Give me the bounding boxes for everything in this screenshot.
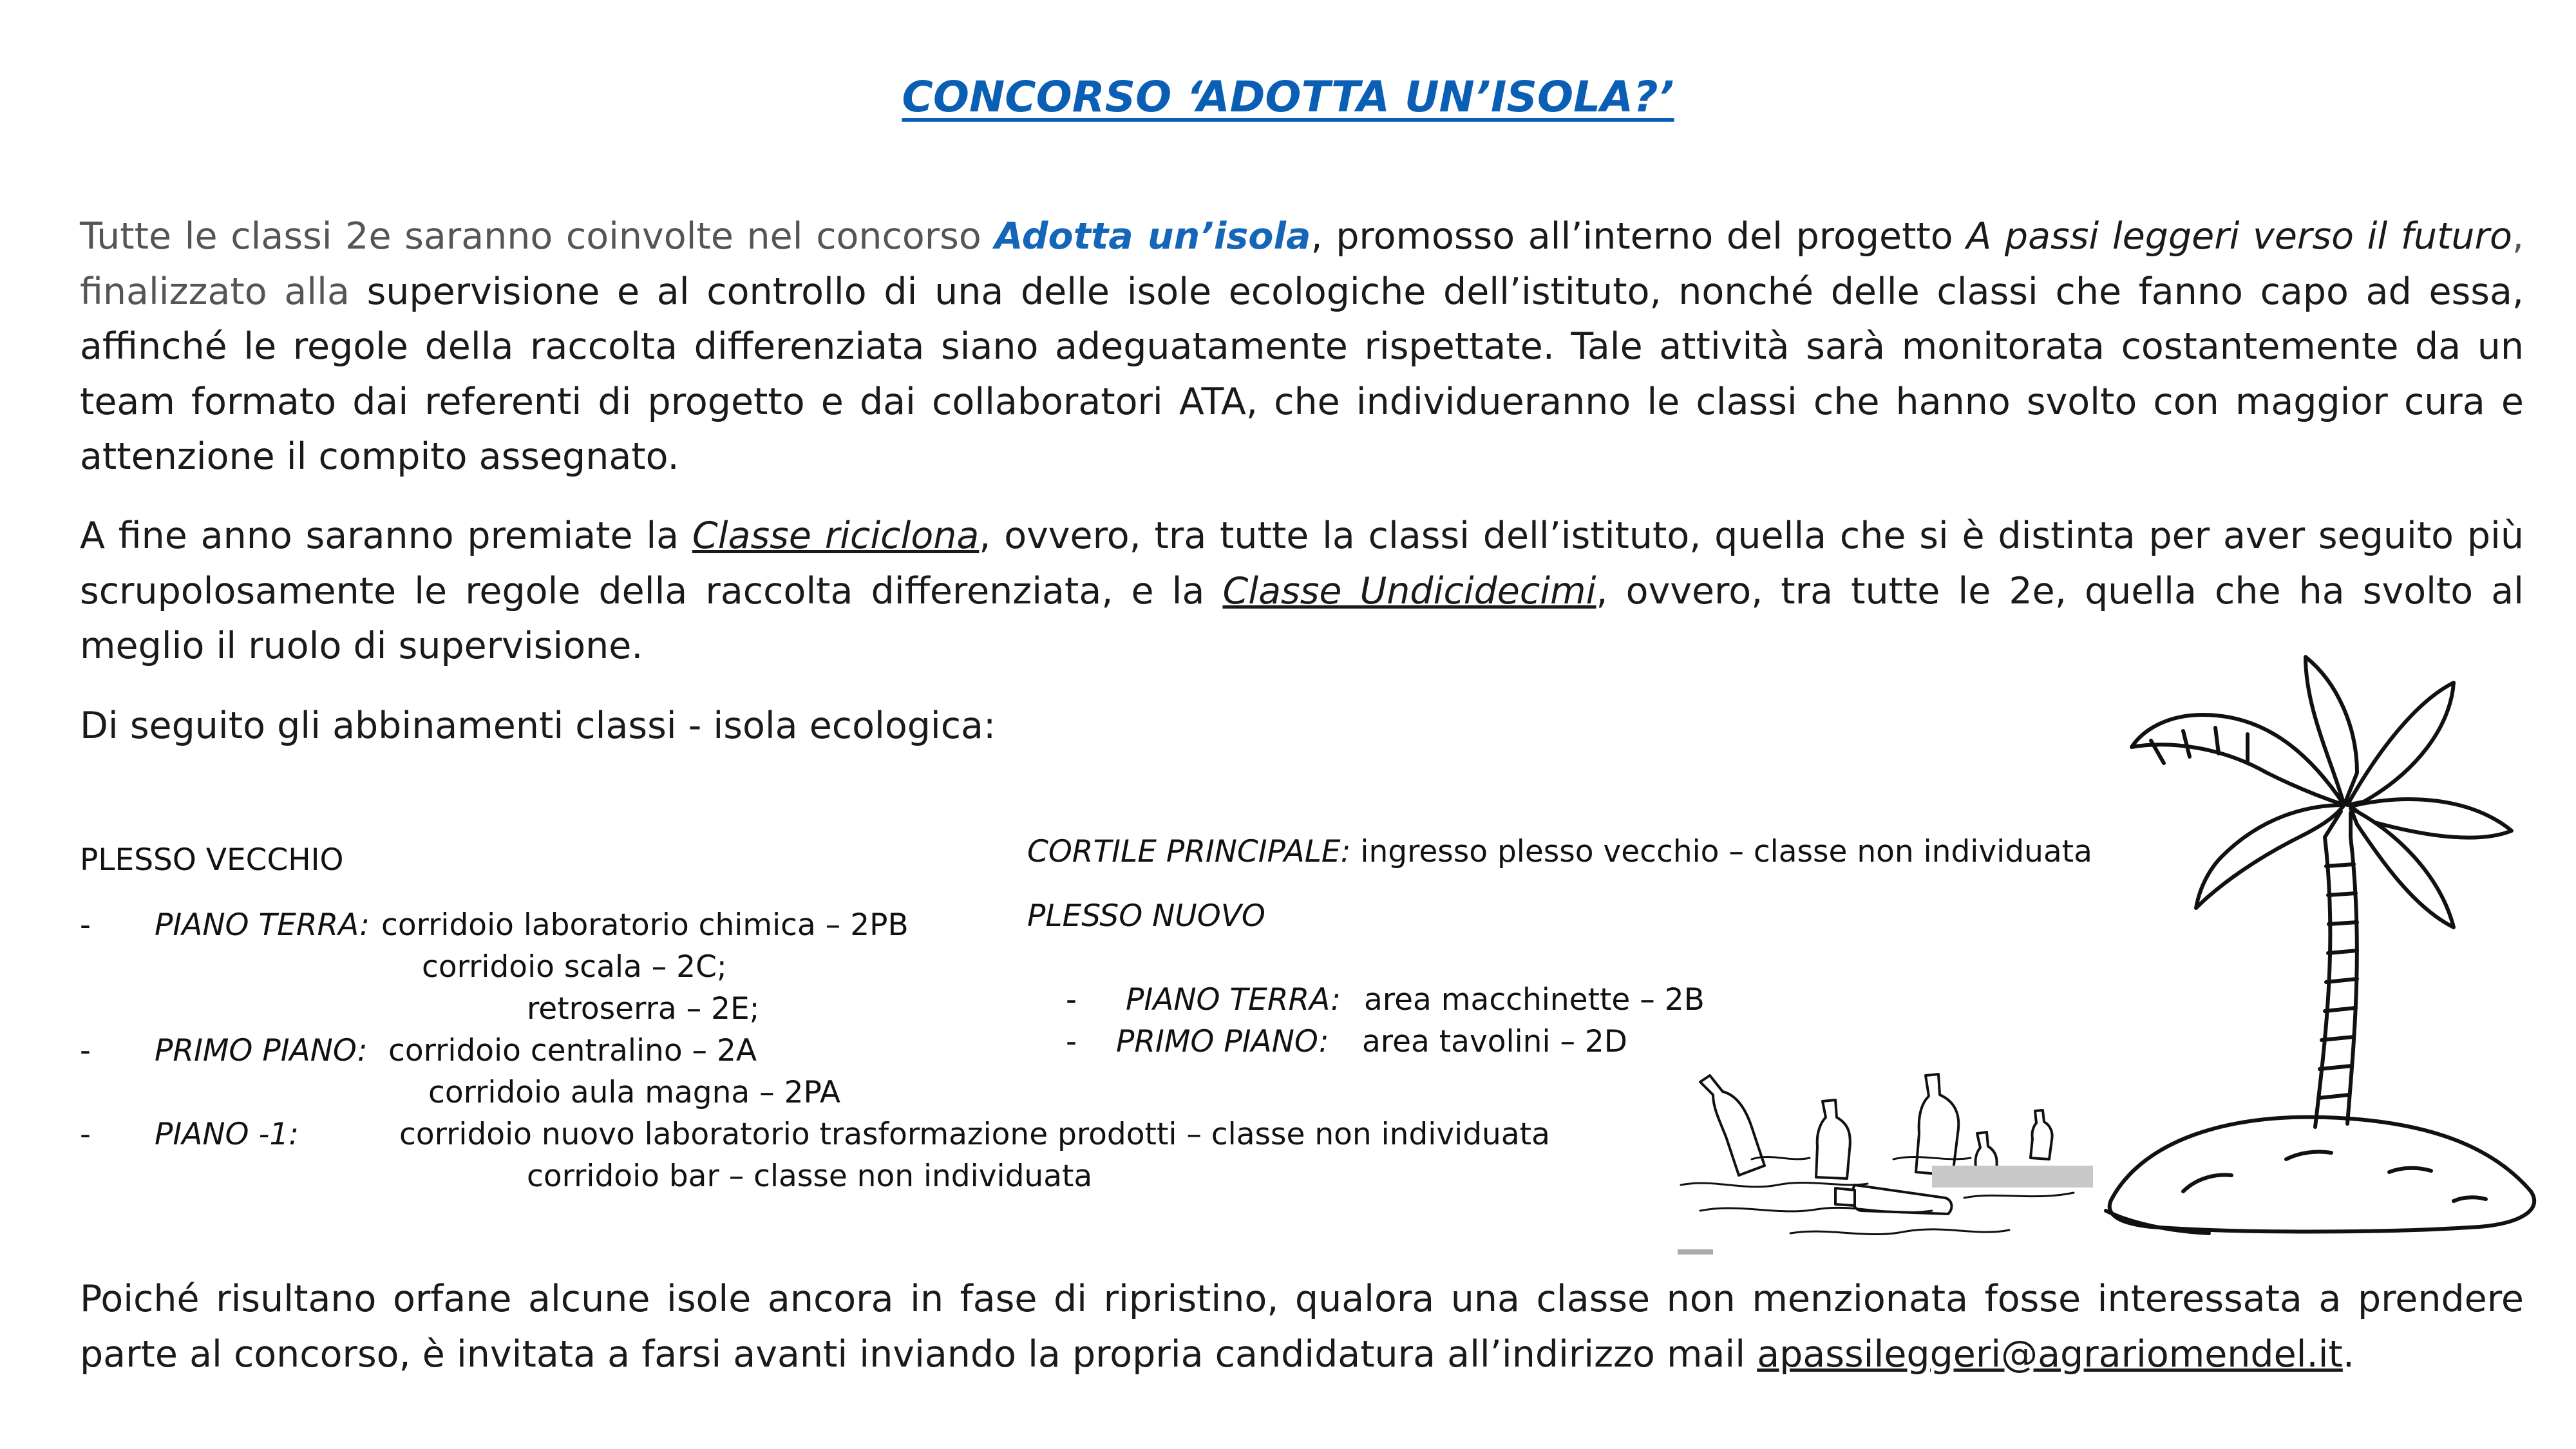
list-dash: -: [80, 1117, 91, 1152]
palm-island-icon: [2093, 644, 2557, 1269]
piano-terra-item-3: retroserra – 2E;: [527, 991, 760, 1027]
list-dash: -: [80, 1033, 91, 1068]
intro-text-a: Tutte le classi 2e saranno coinvolte nel concorso: [80, 215, 995, 258]
intro-text-c: , promosso all’interno del progetto: [1311, 215, 1967, 258]
plesso-nuovo-heading: PLESSO NUOVO: [1027, 898, 1265, 934]
award-classe-riciclona: Classe riciclona: [692, 515, 980, 557]
pairings-intro: Di seguito gli abbinamenti classi - isola ecologica:: [80, 705, 996, 747]
piano-terra-item-2: corridoio scala – 2C;: [422, 949, 727, 985]
piano-meno1-label: PIANO -1:: [155, 1117, 299, 1152]
nuovo-primo-piano-text: area tavolini – 2D: [1362, 1024, 1627, 1059]
nuovo-piano-terra-text: area macchinette – 2B: [1364, 982, 1705, 1018]
plesso-vecchio-heading: PLESSO VECCHIO: [80, 842, 344, 878]
intro-text-f: supervisione e al controllo di una delle isole ecologiche dell’istituto, nonché delle classi che fanno capo ad essa, affinché le regole della raccolta differenziata siano adeguatamente rispettate. Tale attività sarà monitorata costantemente da un team formato dai referenti di progetto e dai collaboratori ATA, che individueranno le classi che hanno svolto con maggior cura e attenzione il compito assegnato.: [80, 270, 2524, 478]
primo-piano-item-1: corridoio centralino – 2A: [388, 1033, 757, 1068]
cortile-label: CORTILE PRINCIPALE:: [1027, 834, 1351, 869]
awards-text-e: , ovvero, tra tutte le 2e, quella che ha svolto al meglio il ruolo di supervisione.: [80, 569, 2524, 667]
list-dash: -: [1066, 982, 1077, 1018]
piano-meno1-item-1: corridoio nuovo laboratorio trasformazione prodotti – classe non individuata: [399, 1117, 1550, 1152]
page-title: CONCORSO ‘ADOTTA UN’ISOLA?’: [902, 72, 1674, 122]
contact-email-link[interactable]: apassileggeri@agrariomendel.it: [1757, 1332, 2343, 1376]
intro-text-e: , finalizzato alla: [80, 215, 2524, 313]
piano-terra-item-1: corridoio laboratorio chimica – 2PB: [381, 907, 909, 943]
awards-text-a: A fine anno saranno premiate la: [80, 515, 692, 557]
cortile-line: [1027, 831, 2092, 873]
closing-paragraph: [80, 1272, 2524, 1382]
awards-text-c: , ovvero, tra tutte la classi dell’istituto, quella che si è distinta per aver seguito più scrupolosamente le regole della raccolta differenziata, e la: [80, 515, 2524, 612]
award-classe-undicidecimi: Classe Undicidecimi: [1222, 569, 1596, 612]
list-dash: -: [80, 907, 91, 943]
primo-piano-item-2: corridoio aula magna – 2PA: [428, 1075, 840, 1110]
project-name: A passi leggeri verso il futuro: [1966, 215, 2512, 258]
piano-meno1-item-2: corridoio bar – classe non individuata: [527, 1159, 1093, 1194]
intro-paragraph: [80, 209, 2524, 485]
nuovo-piano-terra-label: PIANO TERRA:: [1126, 982, 1341, 1018]
list-dash: -: [1066, 1024, 1077, 1059]
nuovo-primo-piano-label: PRIMO PIANO:: [1116, 1024, 1329, 1059]
piano-terra-label: PIANO TERRA:: [155, 907, 370, 943]
cortile-text: ingresso plesso vecchio – classe non individuata: [1360, 834, 2092, 869]
closing-text: Poiché risultano orfane alcune isole ancora in fase di ripristino, qualora una classe non menzionata fosse interessata a prendere parte al concorso, è invitata a farsi avanti inviando la propria candidatura all’indirizzo mail: [80, 1278, 2524, 1376]
closing-period: .: [2342, 1332, 2354, 1376]
floating-bottles-icon: [1674, 1056, 2099, 1256]
primo-piano-label: PRIMO PIANO:: [155, 1033, 368, 1068]
contest-name: Adotta un’isola: [994, 215, 1311, 258]
